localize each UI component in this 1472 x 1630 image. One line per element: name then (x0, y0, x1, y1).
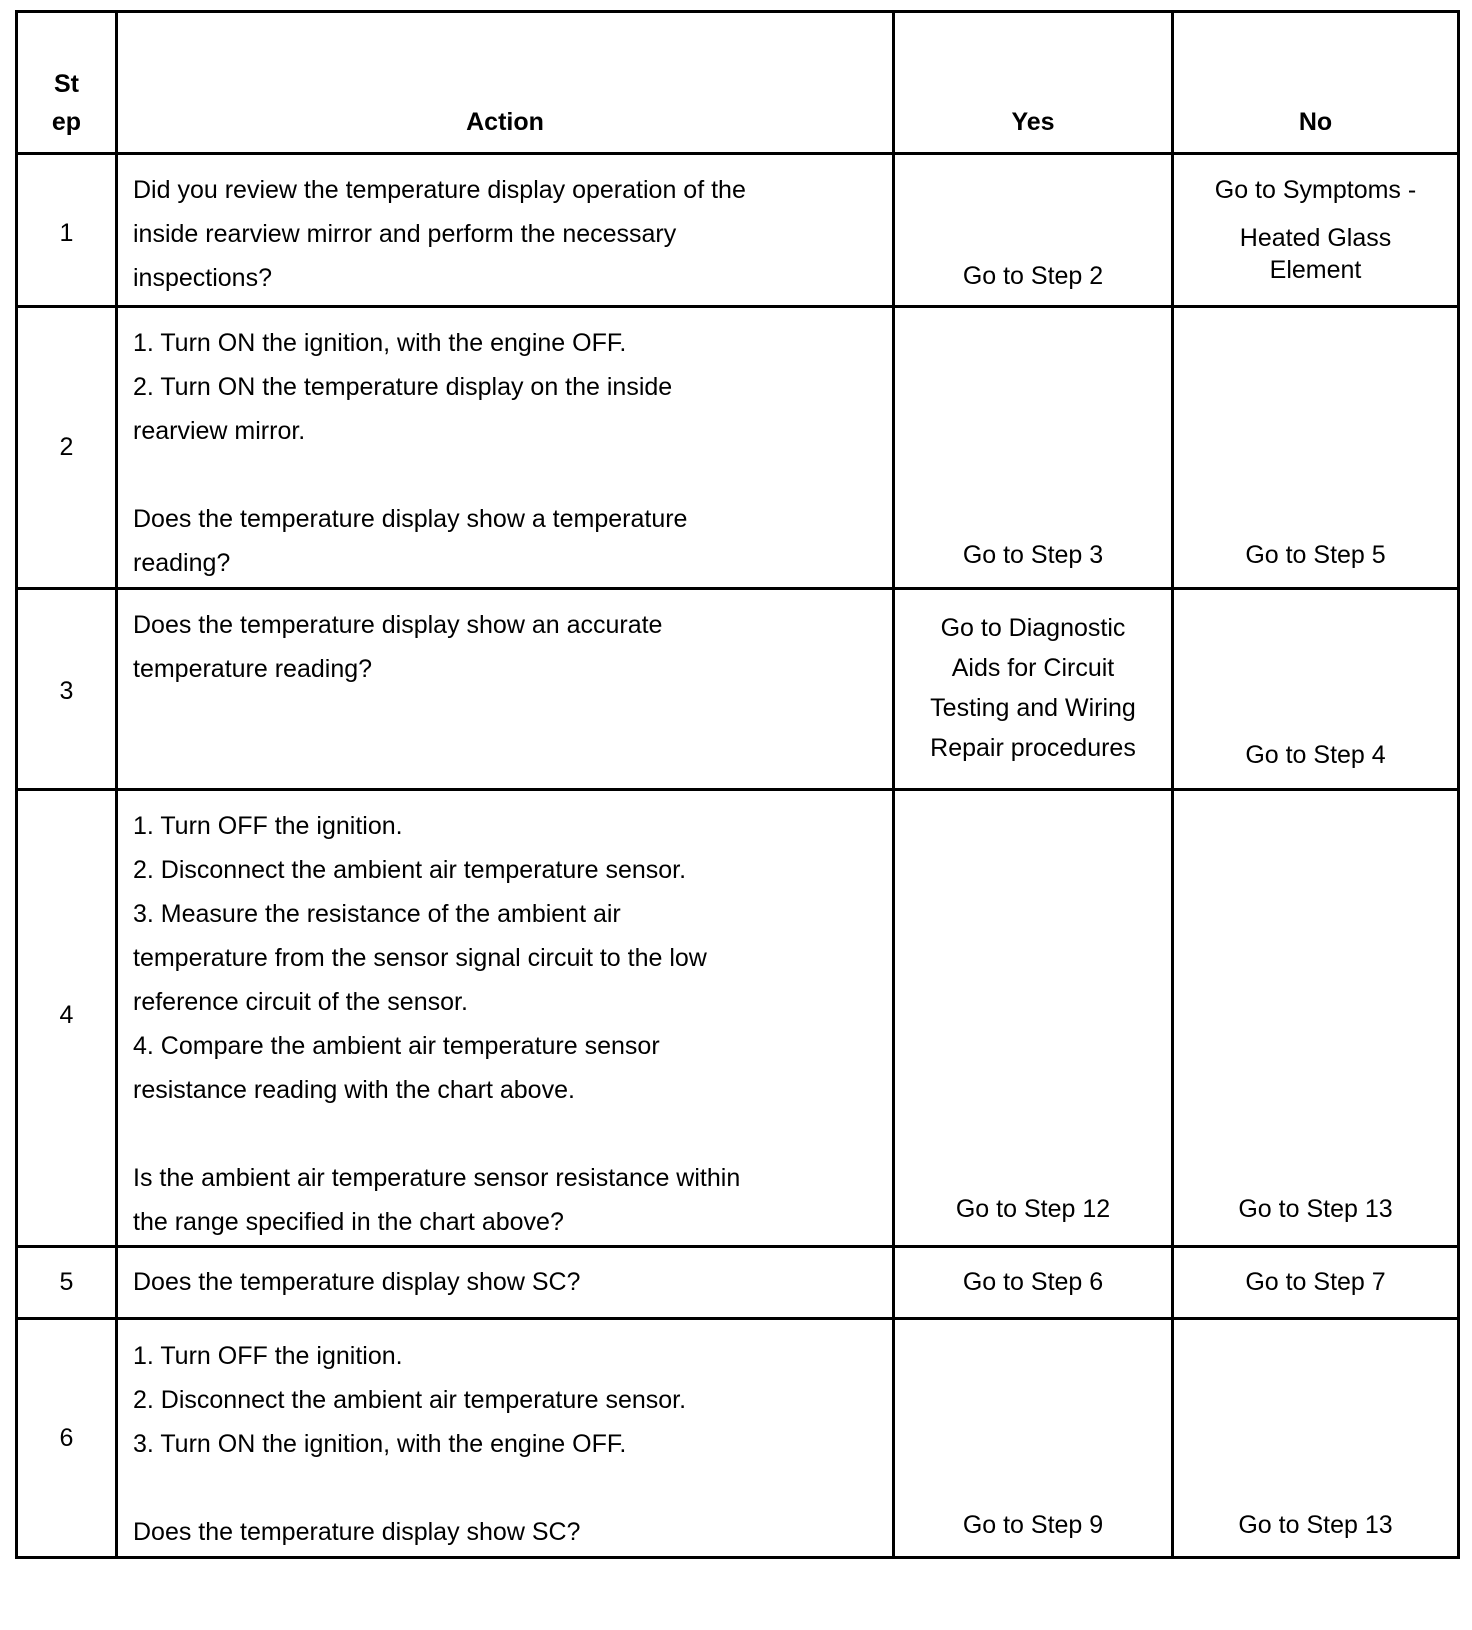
table-row (15, 1245, 1460, 1317)
table-row (15, 788, 1460, 1245)
header-action: Action (466, 108, 544, 136)
table-header-row (15, 10, 1460, 152)
header-no-cell (1174, 13, 1457, 152)
yes-result: Go to Diagnostic Aids for Circuit Testing and Wiring Repair procedures (930, 614, 1136, 762)
no-result: Go to Step 5 (1245, 541, 1386, 569)
no-result-line2: Heated Glass Element (1239, 224, 1392, 284)
yes-result: Go to Step 6 (962, 1268, 1104, 1296)
step-number: 2 (59, 433, 74, 461)
step-number: 4 (59, 1001, 74, 1029)
header-no: No (1298, 108, 1333, 136)
action-text: Does the temperature display show an accurate temperature reading? (133, 611, 663, 683)
yes-result: Go to Step 12 (955, 1195, 1111, 1223)
action-text: Did you review the temperature display operation of the inside rearview mirror and perform the necessary inspections? (133, 176, 746, 292)
yes-result: Go to Step 2 (962, 262, 1104, 290)
step-number: 6 (59, 1424, 74, 1452)
no-result: Go to Step 4 (1245, 741, 1386, 769)
action-text: 1. Turn ON the ignition, with the engine OFF. 2. Turn ON the temperature display on the inside rearview mirror. Does the temperature display show a temperature reading? (133, 329, 688, 577)
header-yes: Yes (1011, 108, 1055, 136)
action-text: 1. Turn OFF the ignition. 2. Disconnect the ambient air temperature sensor. 3. Measure the resistance of the ambient air temperature from the sensor signal circuit to the low reference circuit of the sensor. 4. Compare the ambient air temperature sensor resistance reading with the chart above. Is the ambient air temperature sensor resistance within the range specified in the chart above? (133, 812, 741, 1236)
action-text: Does the temperature display show SC? (133, 1268, 581, 1296)
step-number: 3 (59, 677, 74, 705)
header-step: St ep (51, 70, 82, 136)
no-result: Go to Step 7 (1245, 1268, 1386, 1296)
yes-result: Go to Step 3 (962, 541, 1104, 569)
yes-result: Go to Step 9 (962, 1511, 1104, 1539)
no-result-line1: Go to Symptoms - (1214, 176, 1417, 204)
step-number: 5 (59, 1268, 74, 1296)
table-row (15, 305, 1460, 587)
table-row (15, 1317, 1460, 1559)
header-action-cell (118, 13, 895, 152)
header-step-cell (18, 13, 118, 152)
no-result: Go to Step 13 (1238, 1195, 1393, 1223)
step-number: 1 (59, 219, 74, 247)
table-row (15, 587, 1460, 788)
action-text: 1. Turn OFF the ignition. 2. Disconnect the ambient air temperature sensor. 3. Turn ON the ignition, with the engine OFF. Does the temperature display show SC? (133, 1342, 687, 1546)
header-yes-cell (895, 13, 1174, 152)
table-row (15, 152, 1460, 305)
no-result: Go to Step 13 (1238, 1511, 1393, 1539)
diagnostic-table (15, 10, 1460, 1559)
